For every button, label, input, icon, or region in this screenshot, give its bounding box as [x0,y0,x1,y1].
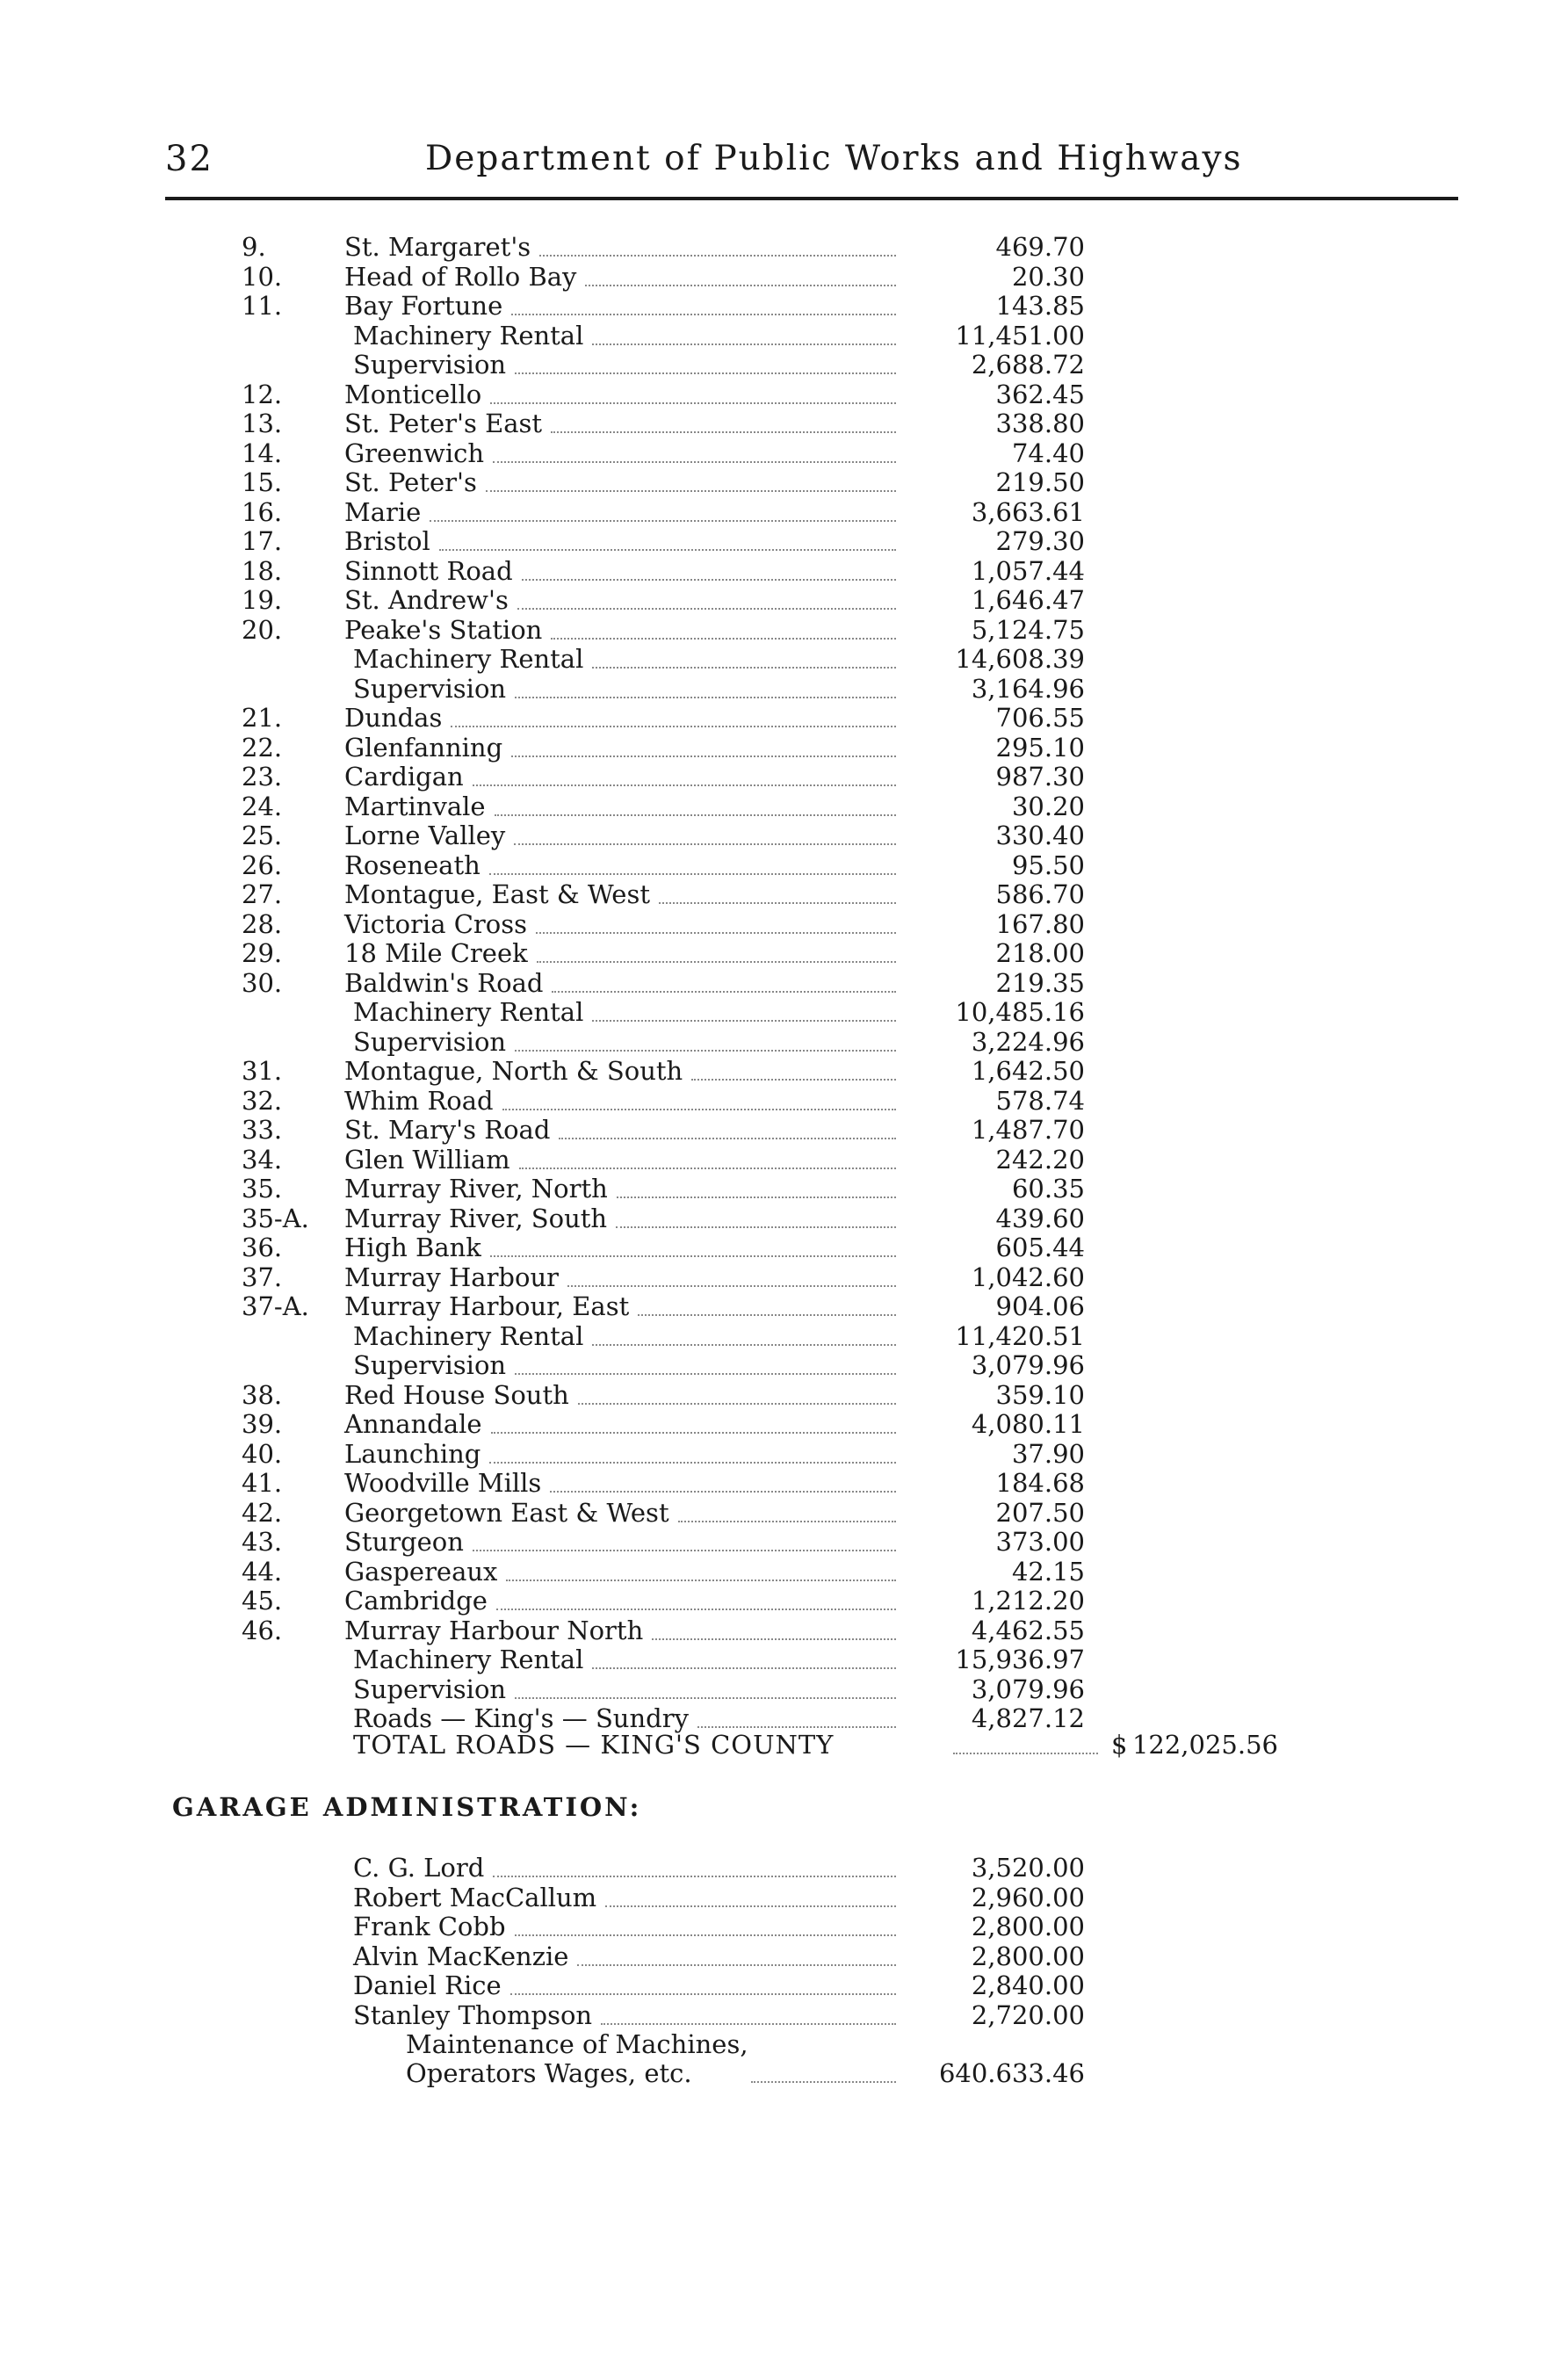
item-amount: 42.15 [1011,1556,1085,1587]
item-name: Supervision [353,1674,507,1704]
item-number: 10. [242,261,283,292]
dot-leader [691,1077,896,1081]
dot-leader [592,1342,896,1346]
item-number: 40. [242,1438,283,1469]
item-amount: 167.80 [995,908,1085,939]
item-amount: 242.20 [995,1144,1085,1175]
item-amount: 15,936.97 [955,1645,1085,1674]
ledger-row [0,408,1568,438]
ledger-row [0,1174,1568,1204]
dot-leader [697,1724,896,1728]
item-amount: 207.50 [995,1497,1085,1528]
garage-administration-heading: GARAGE ADMINISTRATION: [172,1792,642,1822]
dot-leader [515,1371,896,1375]
item-number: 11. [242,291,283,321]
item-amount: 987.30 [995,762,1085,792]
item-name: Gaspereaux [344,1556,498,1587]
item-name: Montague, East & West [344,879,650,909]
maintenance-row-1 [0,2029,1568,2059]
item-amount: 4,462.55 [971,1615,1085,1645]
item-number: 15. [242,467,283,497]
dot-leader [550,1489,896,1493]
ledger-row [0,1056,1568,1086]
item-name: Frank Cobb [353,1912,506,1941]
item-number: 38. [242,1379,283,1410]
item-number: 17. [242,526,283,556]
item-name: Sinnott Road [344,555,513,586]
item-name: Baldwin's Road [344,967,544,998]
item-amount: 338.80 [995,408,1085,438]
ledger-row [0,585,1568,615]
dot-leader [486,488,896,492]
item-number: 13. [242,408,283,438]
ledger-row [0,1380,1568,1410]
item-name: Machinery Rental [353,644,584,674]
item-number: 35. [242,1174,283,1204]
item-number: 29. [242,938,283,968]
item-number: 41. [242,1468,283,1498]
item-name: St. Peter's East [344,408,543,438]
header-rule [165,197,1458,200]
item-amount: 30.20 [1011,791,1085,821]
ledger-row [0,467,1568,497]
item-number: 18. [242,555,283,586]
total-roads-kings-row [0,1730,1568,1760]
item-number: 42. [242,1497,283,1528]
ledger-row [0,1941,1568,1971]
item-amount: 904.06 [995,1291,1085,1321]
dot-leader [552,989,896,993]
item-name: Murray River, South [344,1203,608,1233]
dot-leader [537,959,896,963]
item-name: Sturgeon [344,1527,464,1557]
dot-leader [439,547,896,551]
item-number: 26. [242,849,283,880]
item-number: 32. [242,1085,283,1116]
dot-leader [585,283,896,286]
ledger-row [0,1262,1568,1292]
dot-leader [515,371,896,374]
ledger-row [0,438,1568,468]
dot-leader [515,1695,896,1699]
item-amount: 74.40 [1011,437,1085,468]
ledger-row [0,1883,1568,1912]
item-name: Glenfanning [344,732,503,763]
item-number: 37-A. [242,1291,309,1321]
dot-leader [592,665,896,669]
item-number: 33. [242,1115,283,1145]
ledger-row [0,1291,1568,1321]
item-number: 28. [242,908,283,939]
item-name: St. Peter's [344,467,477,497]
item-name: C. G. Lord [353,1853,485,1883]
dot-leader [638,1312,896,1316]
item-name: Dundas [344,703,443,733]
total-roads-amount: 122,025.56 [1131,1730,1278,1760]
item-amount: 586.70 [995,879,1085,909]
dot-leader [751,2079,896,2083]
item-name: Glen William [344,1144,510,1175]
dot-leader [489,1460,896,1464]
ledger-row [0,644,1568,674]
dot-leader [490,401,896,404]
ledger-row [0,879,1568,909]
item-name: Murray River, North [344,1174,608,1204]
ledger-row [0,2000,1568,2030]
item-name: Machinery Rental [353,1645,584,1674]
ledger-row [0,291,1568,321]
item-name: Daniel Rice [353,1970,502,2000]
item-amount: 2,720.00 [971,1999,1085,2030]
ledger-row [0,1204,1568,1233]
item-amount: 362.45 [995,379,1085,409]
ledger-row [0,1145,1568,1175]
ledger-row [0,1645,1568,1674]
page-header-title: Department of Public Works and Highways [425,139,1243,178]
item-amount: 2,960.00 [971,1882,1085,1912]
item-amount: 439.60 [995,1203,1085,1233]
item-amount: 605.44 [995,1233,1085,1262]
item-name: Robert MacCallum [353,1882,597,1912]
dot-leader [592,1018,896,1022]
item-amount: 578.74 [995,1085,1085,1116]
ledger-row [0,615,1568,645]
dot-leader [495,813,896,816]
maintenance-label-line1: Maintenance of Machines, [406,2029,748,2059]
ledger-row [0,1912,1568,1941]
dot-leader [678,1519,896,1522]
item-amount: 1,646.47 [971,585,1085,615]
item-number: 14. [242,437,283,468]
dot-leader [491,1430,896,1434]
item-name: Roseneath [344,849,481,880]
item-name: Marie [344,496,422,527]
dot-leader [515,1048,896,1052]
dot-leader [601,2021,896,2025]
ledger-row [0,1527,1568,1557]
item-name: High Bank [344,1233,481,1262]
ledger-row [0,1674,1568,1704]
item-name: Alvin MacKenzie [353,1941,569,1971]
ledger-row [0,792,1568,821]
item-amount: 37.90 [1011,1438,1085,1469]
dot-leader [515,1933,896,1936]
item-amount: 330.40 [995,821,1085,850]
dot-leader [605,1904,896,1907]
ledger-row [0,1703,1568,1733]
item-amount: 219.50 [995,467,1085,497]
maintenance-amount: 640.633.46 [938,2058,1085,2088]
maintenance-row-2 [0,2058,1568,2088]
dot-leader [539,253,896,257]
ledger-row [0,1409,1568,1439]
item-number: 46. [242,1615,283,1645]
item-amount: 3,224.96 [971,1026,1085,1057]
dot-leader [473,1548,896,1551]
item-name: St. Mary's Road [344,1115,551,1145]
ledger-row [0,674,1568,704]
item-name: 18 Mile Creek [344,938,528,968]
item-amount: 2,688.72 [971,350,1085,380]
item-name: St. Andrew's [344,585,509,615]
ledger-row [0,1853,1568,1883]
item-amount: 219.35 [995,967,1085,998]
ledger-row [0,938,1568,968]
item-amount: 1,487.70 [971,1115,1085,1145]
item-amount: 218.00 [995,938,1085,968]
item-number: 27. [242,879,283,909]
ledger-row [0,968,1568,998]
item-amount: 5,124.75 [971,614,1085,645]
total-roads-label: TOTAL ROADS — KING'S COUNTY [353,1730,835,1760]
dot-leader [616,1225,896,1228]
item-name: Launching [344,1438,481,1469]
item-amount: 279.30 [995,526,1085,556]
dot-leader [515,695,896,698]
ledger-row [0,1086,1568,1116]
item-name: Lorne Valley [344,821,506,850]
item-amount: 11,420.51 [955,1320,1085,1351]
dot-leader [519,1166,896,1169]
item-amount: 469.70 [995,232,1085,262]
item-amount: 2,800.00 [971,1941,1085,1971]
item-amount: 3,079.96 [971,1674,1085,1704]
dot-leader [617,1195,896,1198]
ledger-row [0,821,1568,850]
item-amount: 373.00 [995,1527,1085,1557]
ledger-row [0,232,1568,262]
dot-leader [578,1401,896,1405]
ledger-row [0,1321,1568,1351]
total-currency-sign: $ [1111,1730,1128,1760]
item-name: Greenwich [344,437,485,468]
ledger-row [0,350,1568,380]
item-name: Cambridge [344,1586,488,1616]
item-amount: 3,079.96 [971,1350,1085,1380]
dot-leader [473,783,896,786]
item-name: Supervision [353,673,507,704]
dot-leader [652,1637,896,1640]
item-name: Cardigan [344,762,464,792]
ledger-row [0,703,1568,733]
item-name: Bristol [344,526,430,556]
item-amount: 11,451.00 [955,320,1085,351]
ledger-row [0,1439,1568,1469]
item-number: 34. [242,1144,283,1175]
dot-leader [511,312,896,315]
ledger-row [0,997,1568,1027]
item-name: Machinery Rental [353,320,584,351]
dot-leader [522,577,896,581]
ledger-row [0,1115,1568,1145]
dot-leader [659,900,896,904]
item-number: 30. [242,967,283,998]
ledger-row [0,1350,1568,1380]
item-number: 12. [242,379,283,409]
ledger-row [0,380,1568,409]
ledger-row [0,850,1568,880]
item-name: Martinvale [344,791,486,821]
item-name: Bay Fortune [344,291,503,321]
item-number: 36. [242,1233,283,1262]
item-name: Head of Rollo Bay [344,261,577,292]
item-number: 45. [242,1586,283,1616]
dot-leader [511,754,896,757]
item-number: 39. [242,1409,283,1439]
item-name: Red House South [344,1379,569,1410]
item-number: 24. [242,791,283,821]
item-number: 31. [242,1056,283,1086]
item-name: St. Margaret's [344,232,531,262]
dot-leader [953,1751,1098,1754]
item-number: 22. [242,732,283,763]
ledger-row [0,1557,1568,1587]
ledger-row [0,1468,1568,1498]
item-name: Monticello [344,379,482,409]
item-name: Supervision [353,350,507,380]
ledger-row [0,909,1568,939]
item-number: 20. [242,614,283,645]
item-number: 16. [242,496,283,527]
dot-leader [567,1283,896,1287]
page-number: 32 [165,139,213,179]
dot-leader [490,1254,896,1257]
item-name: Stanley Thompson [353,1999,593,2030]
item-amount: 4,080.11 [971,1409,1085,1439]
item-amount: 60.35 [1011,1174,1085,1204]
item-amount: 3,663.61 [971,496,1085,527]
item-amount: 1,057.44 [971,555,1085,586]
dot-leader [536,930,896,934]
item-amount: 95.50 [1011,849,1085,880]
dot-leader [502,1107,896,1110]
item-amount: 4,827.12 [971,1703,1085,1733]
dot-leader [514,842,896,845]
item-number: 35-A. [242,1203,309,1233]
dot-leader [496,1607,896,1610]
dot-leader [493,459,896,463]
item-name: Annandale [344,1409,482,1439]
ledger-row [0,1616,1568,1645]
ledger-row [0,1970,1568,2000]
item-name: Supervision [353,1026,507,1057]
dot-leader [493,1874,896,1877]
item-name: Montague, North & South [344,1056,683,1086]
item-amount: 20.30 [1011,261,1085,292]
item-amount: 3,520.00 [971,1853,1085,1883]
item-amount: 1,642.50 [971,1056,1085,1086]
item-amount: 143.85 [995,291,1085,321]
item-name: Whim Road [344,1085,494,1116]
maintenance-label-line2: Operators Wages, etc. [406,2058,692,2088]
item-name: Peake's Station [344,614,543,645]
ledger-row [0,733,1568,763]
dot-leader [592,342,896,345]
item-number: 44. [242,1556,283,1587]
ledger-row [0,556,1568,586]
ledger-row [0,526,1568,556]
dot-leader [551,430,896,433]
item-number: 21. [242,703,283,733]
dot-leader [451,724,896,727]
item-number: 23. [242,762,283,792]
item-name: Roads — King's — Sundry [353,1703,689,1733]
ledger-row [0,762,1568,792]
dot-leader [592,1666,896,1669]
dot-leader [551,636,896,640]
item-name: Machinery Rental [353,1320,584,1351]
ledger-row [0,1586,1568,1616]
item-name: Murray Harbour, East [344,1291,630,1321]
item-amount: 706.55 [995,703,1085,733]
dot-leader [489,871,896,875]
item-amount: 2,800.00 [971,1912,1085,1941]
dot-leader [577,1963,896,1966]
dot-leader [506,1578,896,1581]
item-name: Murray Harbour [344,1262,559,1292]
item-number: 19. [242,585,283,615]
ledger-row [0,321,1568,351]
item-number: 37. [242,1262,283,1292]
item-amount: 14,608.39 [955,644,1085,674]
item-amount: 1,042.60 [971,1262,1085,1292]
item-amount: 2,840.00 [971,1970,1085,2000]
item-amount: 184.68 [995,1468,1085,1498]
item-amount: 1,212.20 [971,1586,1085,1616]
item-name: Georgetown East & West [344,1497,669,1528]
dot-leader [430,518,896,522]
dot-leader [517,606,896,610]
item-name: Murray Harbour North [344,1615,644,1645]
item-name: Supervision [353,1350,507,1380]
ledger-row [0,1027,1568,1057]
ledger-row [0,1498,1568,1528]
item-amount: 359.10 [995,1379,1085,1410]
item-amount: 295.10 [995,732,1085,763]
dot-leader [510,1992,896,1995]
item-amount: 3,164.96 [971,673,1085,704]
ledger-row [0,1233,1568,1262]
item-name: Woodville Mills [344,1468,542,1498]
item-amount: 10,485.16 [955,997,1085,1027]
dot-leader [559,1136,896,1139]
item-number: 9. [242,232,266,262]
ledger-row [0,262,1568,292]
ledger-row [0,497,1568,527]
item-name: Machinery Rental [353,997,584,1027]
item-name: Victoria Cross [344,908,527,939]
item-number: 43. [242,1527,283,1557]
item-number: 25. [242,821,283,850]
